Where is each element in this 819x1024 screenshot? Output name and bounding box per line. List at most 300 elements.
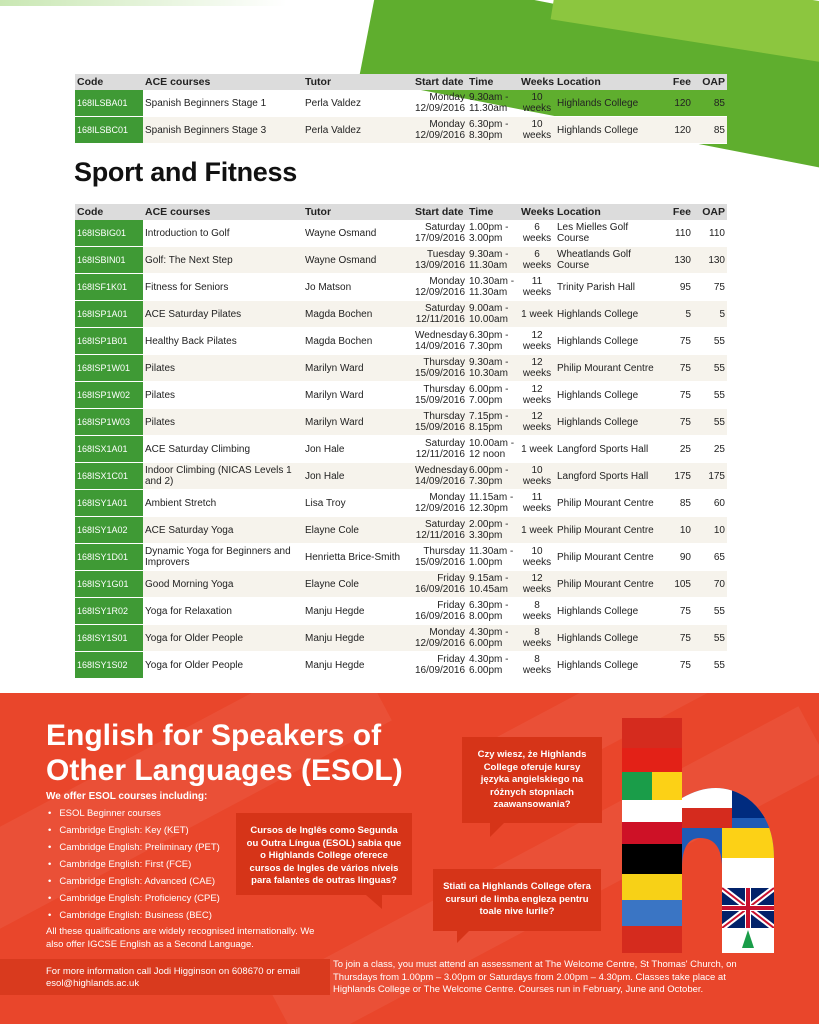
time-range bbox=[467, 90, 519, 117]
time-range bbox=[467, 463, 519, 490]
contact-text: For more information call Jodi Higginson on 608670 or email esol@highlands.ac.uk bbox=[46, 966, 300, 989]
location: Highlands College bbox=[555, 409, 663, 436]
table-row bbox=[75, 652, 727, 679]
weeks bbox=[519, 301, 555, 328]
table-row bbox=[75, 220, 727, 247]
course-name: Good Morning Yoga bbox=[143, 571, 303, 598]
fee: 120 bbox=[663, 90, 693, 117]
start-day: Friday bbox=[437, 654, 465, 665]
fee: 75 bbox=[663, 409, 693, 436]
table-row bbox=[75, 436, 727, 463]
start-day: Tuesday bbox=[427, 249, 465, 260]
sport-table-body bbox=[75, 220, 727, 679]
esol-subtitle: We offer ESOL courses including: bbox=[46, 791, 208, 802]
time-end: 12.30pm bbox=[469, 503, 508, 514]
start-date bbox=[413, 517, 467, 544]
course-name: ACE Saturday Pilates bbox=[143, 301, 303, 328]
start-date-value: 15/09/2016 bbox=[415, 557, 466, 568]
start-date-value: 15/09/2016 bbox=[415, 395, 466, 406]
course-name: Indoor Climbing (NICAS Levels 1 and 2) bbox=[143, 463, 303, 490]
start-day: Wednesday bbox=[415, 465, 468, 476]
start-day: Thursday bbox=[423, 384, 465, 395]
location: Highlands College bbox=[555, 117, 663, 144]
header-location: Location bbox=[555, 204, 663, 220]
header-time: Time bbox=[467, 204, 519, 220]
oap-fee: 85 bbox=[693, 117, 727, 144]
fee: 130 bbox=[663, 247, 693, 274]
list-item: • Cambridge English: Key (KET) bbox=[46, 822, 220, 839]
weeks-unit: weeks bbox=[522, 665, 552, 676]
start-date-value: 14/09/2016 bbox=[415, 341, 466, 352]
start-day: Saturday bbox=[424, 438, 465, 449]
time-range bbox=[467, 598, 519, 625]
course-code: 168ISY1S01 bbox=[75, 625, 143, 652]
tutor-name: Manju Hegde bbox=[303, 625, 413, 652]
time-range bbox=[467, 117, 519, 144]
tutor-name: Magda Bochen bbox=[303, 328, 413, 355]
oap-fee: 85 bbox=[693, 90, 727, 117]
tutor-name: Jon Hale bbox=[303, 436, 413, 463]
header-code: Code bbox=[75, 204, 143, 220]
start-day: Monday bbox=[429, 276, 465, 287]
fee: 90 bbox=[663, 544, 693, 571]
location: Highlands College bbox=[555, 90, 663, 117]
tutor-name: Marilyn Ward bbox=[303, 382, 413, 409]
course-code: 168ISX1A01 bbox=[75, 436, 143, 463]
oap-fee: 55 bbox=[693, 382, 727, 409]
start-day: Monday bbox=[429, 92, 465, 103]
time-start: 6.00pm - bbox=[469, 465, 509, 476]
location: Wheatlands Golf Course bbox=[555, 247, 663, 274]
start-date bbox=[413, 463, 467, 490]
start-date bbox=[413, 247, 467, 274]
time-range bbox=[467, 490, 519, 517]
start-date-value: 12/11/2016 bbox=[415, 530, 465, 541]
tutor-name: Wayne Osmand bbox=[303, 247, 413, 274]
weeks-unit: weeks bbox=[522, 557, 552, 568]
time-end: 8.00pm bbox=[469, 611, 503, 622]
weeks-count: 8 bbox=[534, 600, 540, 611]
start-date bbox=[413, 328, 467, 355]
weeks-count: 11 bbox=[531, 276, 543, 287]
header-tutor: Tutor bbox=[303, 204, 413, 220]
tutor-name: Perla Valdez bbox=[303, 117, 413, 144]
course-name: Pilates bbox=[143, 382, 303, 409]
weeks bbox=[519, 544, 555, 571]
table-row bbox=[75, 274, 727, 301]
location: Highlands College bbox=[555, 625, 663, 652]
fee: 95 bbox=[663, 274, 693, 301]
weeks bbox=[519, 220, 555, 247]
header-time: Time bbox=[467, 74, 519, 90]
course-name: Healthy Back Pilates bbox=[143, 328, 303, 355]
time-start: 9.30am - bbox=[469, 92, 509, 103]
course-name: Pilates bbox=[143, 409, 303, 436]
start-date-value: 12/11/2016 bbox=[415, 449, 465, 460]
location: Highlands College bbox=[555, 652, 663, 679]
oap-fee: 55 bbox=[693, 355, 727, 382]
course-code: 168ISX1C01 bbox=[75, 463, 143, 490]
start-date-value: 12/09/2016 bbox=[415, 503, 466, 514]
weeks-count: 12 bbox=[531, 411, 543, 422]
weeks-unit: weeks bbox=[522, 260, 552, 271]
weeks-count: 11 bbox=[531, 492, 543, 503]
weeks bbox=[519, 328, 555, 355]
weeks bbox=[519, 490, 555, 517]
weeks bbox=[519, 436, 555, 463]
weeks-count: 10 bbox=[531, 546, 543, 557]
weeks-count: 6 bbox=[534, 249, 540, 260]
weeks-count: 1 week bbox=[521, 443, 553, 455]
course-name: Dynamic Yoga for Beginners and Improvers bbox=[143, 544, 303, 571]
course-code: 168ISP1B01 bbox=[75, 328, 143, 355]
location: Highlands College bbox=[555, 598, 663, 625]
table-row bbox=[75, 382, 727, 409]
location: Trinity Parish Hall bbox=[555, 274, 663, 301]
weeks-count: 10 bbox=[531, 465, 543, 476]
start-day: Monday bbox=[429, 119, 465, 130]
time-range bbox=[467, 301, 519, 328]
table-row bbox=[75, 544, 727, 571]
time-range bbox=[467, 220, 519, 247]
course-code: 168ILSBC01 bbox=[75, 117, 143, 144]
oap-fee: 10 bbox=[693, 517, 727, 544]
time-end: 7.00pm bbox=[469, 395, 503, 406]
time-end: 3.30pm bbox=[469, 530, 503, 541]
fee: 75 bbox=[663, 598, 693, 625]
start-date-value: 12/09/2016 bbox=[415, 130, 466, 141]
start-day: Friday bbox=[437, 573, 465, 584]
weeks bbox=[519, 355, 555, 382]
speech-bubble-portuguese: Cursos de Inglês como Segunda ou Outra Língua (ESOL) sabia que o Highlands College oferece cursos de Ingles de vários níveis para falantes de outras linguas? bbox=[236, 813, 412, 895]
course-code: 168ISP1W02 bbox=[75, 382, 143, 409]
weeks-unit: weeks bbox=[522, 341, 552, 352]
time-start: 1.00pm - bbox=[469, 222, 509, 233]
weeks-unit: weeks bbox=[522, 395, 552, 406]
weeks bbox=[519, 517, 555, 544]
start-day: Friday bbox=[437, 600, 465, 611]
course-name: ACE Saturday Yoga bbox=[143, 517, 303, 544]
time-start: 9.00am - bbox=[469, 303, 509, 314]
tutor-name: Jon Hale bbox=[303, 463, 413, 490]
sport-table bbox=[75, 204, 727, 679]
esol-course-list bbox=[46, 805, 220, 924]
time-end: 8.15pm bbox=[469, 422, 503, 433]
course-code: 168ISP1A01 bbox=[75, 301, 143, 328]
time-start: 10.00am - bbox=[469, 438, 515, 449]
table-row bbox=[75, 117, 727, 144]
time-start: 10.30am - bbox=[469, 276, 515, 287]
fee: 75 bbox=[663, 355, 693, 382]
weeks bbox=[519, 90, 555, 117]
start-day: Saturday bbox=[424, 222, 465, 233]
weeks-unit: weeks bbox=[522, 584, 552, 595]
weeks-count: 1 week bbox=[521, 308, 553, 320]
start-date-value: 16/09/2016 bbox=[415, 611, 466, 622]
start-day: Thursday bbox=[423, 411, 465, 422]
tutor-name: Wayne Osmand bbox=[303, 220, 413, 247]
time-range bbox=[467, 409, 519, 436]
oap-fee: 55 bbox=[693, 409, 727, 436]
course-code: 168ISP1W03 bbox=[75, 409, 143, 436]
course-name: Spanish Beginners Stage 1 bbox=[143, 90, 303, 117]
start-day: Thursday bbox=[423, 546, 465, 557]
weeks-unit: weeks bbox=[522, 103, 552, 114]
fee: 5 bbox=[663, 301, 693, 328]
weeks bbox=[519, 463, 555, 490]
speech-bubble-romanian: Stiati ca Highlands College ofera cursuri de limba engleza pentru toale nive lurile? bbox=[433, 869, 601, 931]
oap-fee: 75 bbox=[693, 274, 727, 301]
location: Les Mielles Golf Course bbox=[555, 220, 663, 247]
tutor-name: Manju Hegde bbox=[303, 652, 413, 679]
weeks bbox=[519, 409, 555, 436]
speech-bubble-polish: Czy wiesz, że Highlands College oferuje kursy języka angielskiego na różnych stopniach zaawansowania? bbox=[462, 737, 602, 823]
time-start: 11.30am - bbox=[469, 546, 514, 557]
fee: 120 bbox=[663, 117, 693, 144]
oap-fee: 25 bbox=[693, 436, 727, 463]
weeks-unit: weeks bbox=[522, 233, 552, 244]
oap-fee: 5 bbox=[693, 301, 727, 328]
start-date bbox=[413, 436, 467, 463]
course-code: 168ISBIN01 bbox=[75, 247, 143, 274]
weeks bbox=[519, 571, 555, 598]
time-start: 9.30am - bbox=[469, 249, 509, 260]
start-date bbox=[413, 117, 467, 144]
start-date bbox=[413, 301, 467, 328]
course-code: 168ISY1A02 bbox=[75, 517, 143, 544]
oap-fee: 65 bbox=[693, 544, 727, 571]
table-header-row bbox=[75, 74, 727, 90]
course-name: Ambient Stretch bbox=[143, 490, 303, 517]
tutor-name: Marilyn Ward bbox=[303, 355, 413, 382]
time-range bbox=[467, 544, 519, 571]
header-weeks: Weeks bbox=[521, 76, 555, 88]
languages-table bbox=[75, 74, 727, 144]
time-start: 2.00pm - bbox=[469, 519, 509, 530]
header-fee: Fee bbox=[663, 204, 693, 220]
esol-panel bbox=[0, 693, 819, 1024]
start-date-value: 12/11/2016 bbox=[415, 314, 465, 325]
weeks-unit: weeks bbox=[522, 287, 552, 298]
header-code: Code bbox=[75, 74, 143, 90]
list-item: • Cambridge English: Business (BEC) bbox=[46, 907, 220, 924]
time-end: 10.30am bbox=[469, 368, 508, 379]
section-title-sport: Sport and Fitness bbox=[74, 157, 297, 187]
time-end: 10.45am bbox=[469, 584, 508, 595]
table-row bbox=[75, 355, 727, 382]
list-item: • ESOL Beginner courses bbox=[46, 805, 220, 822]
oap-fee: 175 bbox=[693, 463, 727, 490]
table-row bbox=[75, 517, 727, 544]
time-end: 7.30pm bbox=[469, 476, 503, 487]
languages-table-body bbox=[75, 90, 727, 144]
tutor-name: Perla Valdez bbox=[303, 90, 413, 117]
weeks-count: 12 bbox=[531, 573, 543, 584]
time-end: 11.30am bbox=[469, 260, 508, 271]
start-day: Thursday bbox=[423, 357, 465, 368]
time-start: 6.00pm - bbox=[469, 384, 509, 395]
course-name: Yoga for Older People bbox=[143, 625, 303, 652]
start-date-value: 15/09/2016 bbox=[415, 368, 466, 379]
header-location: Location bbox=[555, 74, 663, 90]
weeks-unit: weeks bbox=[522, 503, 552, 514]
header-course: ACE courses bbox=[143, 74, 303, 90]
start-day: Wednesday bbox=[415, 330, 468, 341]
course-name: Golf: The Next Step bbox=[143, 247, 303, 274]
weeks bbox=[519, 247, 555, 274]
location: Highlands College bbox=[555, 301, 663, 328]
fee: 75 bbox=[663, 328, 693, 355]
course-name: Pilates bbox=[143, 355, 303, 382]
weeks bbox=[519, 117, 555, 144]
time-range bbox=[467, 274, 519, 301]
location: Philip Mourant Centre bbox=[555, 355, 663, 382]
header-tutor: Tutor bbox=[303, 74, 413, 90]
time-range bbox=[467, 517, 519, 544]
course-code: 168ISF1K01 bbox=[75, 274, 143, 301]
weeks-unit: weeks bbox=[522, 130, 552, 141]
list-item: • Cambridge English: Advanced (CAE) bbox=[46, 873, 220, 890]
start-date-value: 16/09/2016 bbox=[415, 665, 466, 676]
start-date-value: 12/09/2016 bbox=[415, 638, 466, 649]
time-end: 11.30am bbox=[469, 103, 508, 114]
start-date-value: 12/09/2016 bbox=[415, 103, 466, 114]
tutor-name: Manju Hegde bbox=[303, 598, 413, 625]
course-name: ACE Saturday Climbing bbox=[143, 436, 303, 463]
time-range bbox=[467, 571, 519, 598]
time-start: 6.30pm - bbox=[469, 600, 509, 611]
time-range bbox=[467, 625, 519, 652]
time-range bbox=[467, 328, 519, 355]
start-date bbox=[413, 625, 467, 652]
start-date bbox=[413, 598, 467, 625]
start-date-value: 12/09/2016 bbox=[415, 287, 466, 298]
time-start: 9.30am - bbox=[469, 357, 509, 368]
time-end: 6.00pm bbox=[469, 638, 503, 649]
flags-h-logo bbox=[622, 718, 774, 953]
weeks-count: 8 bbox=[534, 627, 540, 638]
start-day: Monday bbox=[429, 627, 465, 638]
table-row bbox=[75, 598, 727, 625]
tutor-name: Elayne Cole bbox=[303, 517, 413, 544]
weeks bbox=[519, 274, 555, 301]
weeks-count: 10 bbox=[531, 119, 543, 130]
location: Highlands College bbox=[555, 328, 663, 355]
time-range bbox=[467, 652, 519, 679]
course-code: 168ISP1W01 bbox=[75, 355, 143, 382]
weeks-unit: weeks bbox=[522, 368, 552, 379]
location: Langford Sports Hall bbox=[555, 436, 663, 463]
time-start: 7.15pm - bbox=[469, 411, 509, 422]
tutor-name: Lisa Troy bbox=[303, 490, 413, 517]
fee: 10 bbox=[663, 517, 693, 544]
course-code: 168ILSBA01 bbox=[75, 90, 143, 117]
course-code: 168ISY1A01 bbox=[75, 490, 143, 517]
weeks-count: 12 bbox=[531, 384, 543, 395]
start-date bbox=[413, 382, 467, 409]
start-date-value: 16/09/2016 bbox=[415, 584, 466, 595]
tutor-name: Marilyn Ward bbox=[303, 409, 413, 436]
header-fee: Fee bbox=[663, 74, 693, 90]
start-date bbox=[413, 544, 467, 571]
time-start: 9.15am - bbox=[469, 573, 509, 584]
course-code: 168ISY1D01 bbox=[75, 544, 143, 571]
course-code: 168ISY1R02 bbox=[75, 598, 143, 625]
location: Philip Mourant Centre bbox=[555, 517, 663, 544]
start-day: Saturday bbox=[424, 519, 465, 530]
list-item: • Cambridge English: Proficiency (CPE) bbox=[46, 890, 220, 907]
weeks-count: 6 bbox=[534, 222, 540, 233]
table-row bbox=[75, 90, 727, 117]
time-range bbox=[467, 247, 519, 274]
start-date bbox=[413, 90, 467, 117]
table-header-row bbox=[75, 204, 727, 220]
course-code: 168ISY1S02 bbox=[75, 652, 143, 679]
fee: 105 bbox=[663, 571, 693, 598]
list-item: • Cambridge English: First (FCE) bbox=[46, 856, 220, 873]
time-start: 4.30pm - bbox=[469, 654, 509, 665]
header-weeks: Weeks bbox=[521, 206, 555, 218]
start-day: Monday bbox=[429, 492, 465, 503]
course-name: Spanish Beginners Stage 3 bbox=[143, 117, 303, 144]
course-name: Introduction to Golf bbox=[143, 220, 303, 247]
weeks-unit: weeks bbox=[522, 638, 552, 649]
location: Highlands College bbox=[555, 382, 663, 409]
start-date bbox=[413, 274, 467, 301]
oap-fee: 55 bbox=[693, 652, 727, 679]
fee: 75 bbox=[663, 382, 693, 409]
start-date bbox=[413, 652, 467, 679]
time-end: 8.30pm bbox=[469, 130, 503, 141]
oap-fee: 55 bbox=[693, 598, 727, 625]
weeks-unit: weeks bbox=[522, 476, 552, 487]
fee: 75 bbox=[663, 652, 693, 679]
weeks bbox=[519, 625, 555, 652]
course-name: Yoga for Older People bbox=[143, 652, 303, 679]
oap-fee: 55 bbox=[693, 328, 727, 355]
header-oap: OAP bbox=[693, 204, 727, 220]
fee: 175 bbox=[663, 463, 693, 490]
time-end: 6.00pm bbox=[469, 665, 503, 676]
start-date bbox=[413, 409, 467, 436]
location: Philip Mourant Centre bbox=[555, 490, 663, 517]
weeks-count: 12 bbox=[531, 357, 543, 368]
time-range bbox=[467, 355, 519, 382]
start-date bbox=[413, 490, 467, 517]
fee: 25 bbox=[663, 436, 693, 463]
time-range bbox=[467, 382, 519, 409]
tutor-name: Henrietta Brice-Smith bbox=[303, 544, 413, 571]
weeks-count: 1 week bbox=[521, 524, 553, 536]
oap-fee: 130 bbox=[693, 247, 727, 274]
course-name: Fitness for Seniors bbox=[143, 274, 303, 301]
start-date bbox=[413, 220, 467, 247]
table-row bbox=[75, 409, 727, 436]
start-date-value: 17/09/2016 bbox=[415, 233, 466, 244]
weeks-unit: weeks bbox=[522, 611, 552, 622]
time-end: 11.30am bbox=[469, 287, 508, 298]
header-start-date: Start date bbox=[413, 74, 467, 90]
weeks bbox=[519, 382, 555, 409]
start-date-value: 13/09/2016 bbox=[415, 260, 466, 271]
time-end: 12 noon bbox=[469, 449, 506, 460]
list-item: • Cambridge English: Preliminary (PET) bbox=[46, 839, 220, 856]
course-name: Yoga for Relaxation bbox=[143, 598, 303, 625]
start-day: Saturday bbox=[424, 303, 465, 314]
weeks-count: 12 bbox=[531, 330, 543, 341]
time-start: 4.30pm - bbox=[469, 627, 509, 638]
esol-note: All these qualifications are widely recognised internationally. We also offer IGCSE English as a Second Language. bbox=[46, 926, 315, 950]
